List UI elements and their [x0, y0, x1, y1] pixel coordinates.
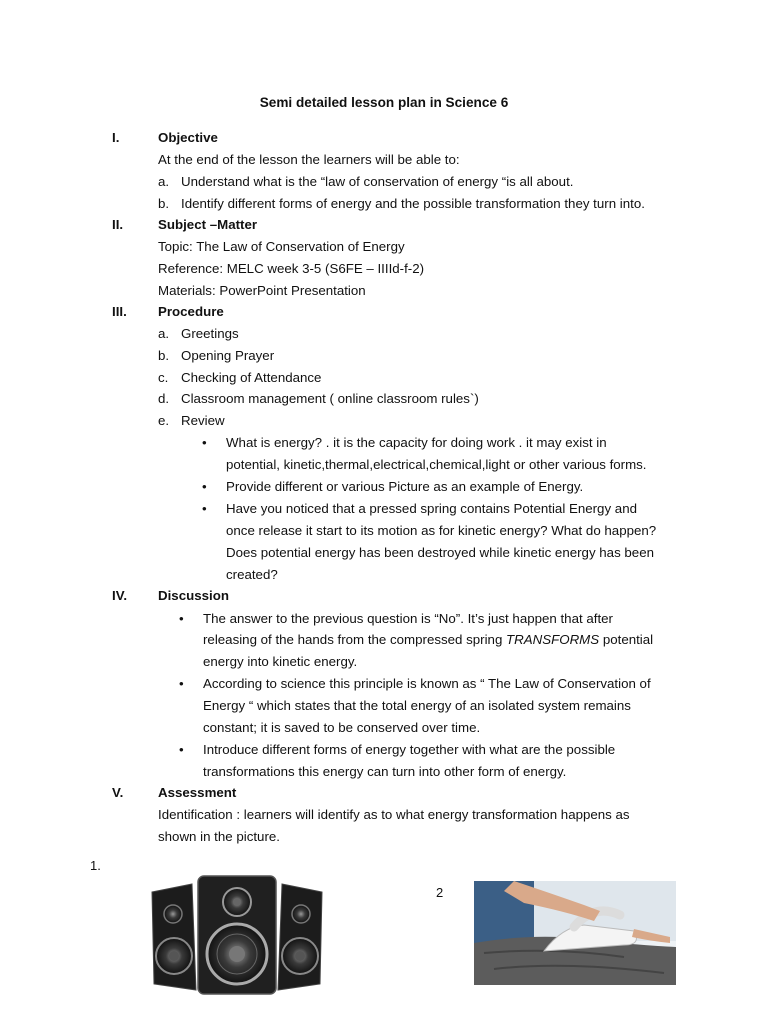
bullet-text: Energy “ which states that the total energy of an isolated system remains [203, 698, 631, 713]
section-heading-subject-matter: Subject –Matter [158, 217, 258, 232]
list-letter: a. [158, 174, 170, 189]
picture-number: 1. [90, 858, 101, 873]
bullet-icon: • [202, 501, 207, 516]
assessment-instruction: shown in the picture. [158, 829, 280, 844]
list-item: Understand what is the “law of conservation of energy “is all about. [181, 174, 574, 189]
section-numeral: III. [112, 304, 127, 319]
emphasis-text: TRANSFORMS [506, 632, 600, 647]
assessment-instruction: Identification : learners will identify as to what energy transformation happens as [158, 807, 630, 822]
section-numeral: I. [112, 130, 120, 145]
list-item: Greetings [181, 326, 239, 341]
bullet-text: created? [226, 567, 278, 582]
bullet-text: potential, kinetic,thermal,electrical,chemical,light or other various forms. [226, 457, 647, 472]
text-fragment: potential [599, 632, 654, 647]
bullet-text: Introduce different forms of energy together with what are the possible [203, 742, 616, 757]
list-item: Opening Prayer [181, 348, 275, 363]
list-item: Checking of Attendance [181, 370, 322, 385]
section-heading-objective: Objective [158, 130, 218, 145]
subject-topic: Topic: The Law of Conservation of Energy [158, 239, 405, 254]
bullet-text: Does potential energy has been destroyed while kinetic energy has been [226, 545, 654, 560]
bullet-text: constant; it is saved to be conserved over time. [203, 720, 481, 735]
iron-picture [474, 881, 676, 985]
list-letter: e. [158, 413, 170, 428]
list-letter: c. [158, 370, 169, 385]
bullet-icon: • [202, 479, 207, 494]
objective-intro: At the end of the lesson the learners will be able to: [158, 152, 460, 167]
bullet-text: What is energy? . it is the capacity for doing work . it may exist in [226, 435, 607, 450]
section-numeral: IV. [112, 588, 128, 603]
list-letter: b. [158, 196, 170, 211]
subject-reference: Reference: MELC week 3-5 (S6FE – IIIId-f-2) [158, 261, 425, 276]
list-item: Classroom management ( online classroom rules`) [181, 391, 479, 406]
page-title: Semi detailed lesson plan in Science 6 [259, 95, 509, 110]
section-heading-discussion: Discussion [158, 588, 229, 603]
list-item: Identify different forms of energy and the possible transformation they turn into. [181, 196, 645, 211]
bullet-text: energy into kinetic energy. [203, 654, 358, 669]
section-numeral: II. [112, 217, 124, 232]
bullet-text: According to science this principle is known as “ The Law of Conservation of [203, 676, 651, 691]
iron-icon [474, 881, 676, 985]
bullet-text: Have you noticed that a pressed spring contains Potential Energy and [226, 501, 637, 516]
bullet-text: Provide different or various Picture as an example of Energy. [226, 479, 584, 494]
subject-materials: Materials: PowerPoint Presentation [158, 283, 366, 298]
list-letter: d. [158, 391, 170, 406]
speakers-picture [146, 872, 328, 1000]
bullet-icon: • [202, 435, 207, 450]
list-letter: b. [158, 348, 170, 363]
bullet-text: transformations this energy can turn into other form of energy. [203, 764, 567, 779]
bullet-text: The answer to the previous question is “No”. It’s just happen that after [203, 611, 613, 626]
text-fragment: releasing of the hands from the compressed spring [203, 632, 507, 647]
bullet-text: once release it start to its motion as for kinetic energy? What do happen? [226, 523, 657, 538]
list-letter: a. [158, 326, 170, 341]
section-heading-assessment: Assessment [158, 785, 237, 800]
speakers-icon [146, 872, 328, 1000]
picture-number: 2 [436, 885, 444, 900]
bullet-icon: • [179, 676, 184, 691]
bullet-icon: • [179, 742, 184, 757]
section-numeral: V. [112, 785, 124, 800]
bullet-text [203, 631, 653, 649]
section-heading-procedure: Procedure [158, 304, 224, 319]
list-item: Review [181, 413, 225, 428]
bullet-icon: • [179, 611, 184, 626]
